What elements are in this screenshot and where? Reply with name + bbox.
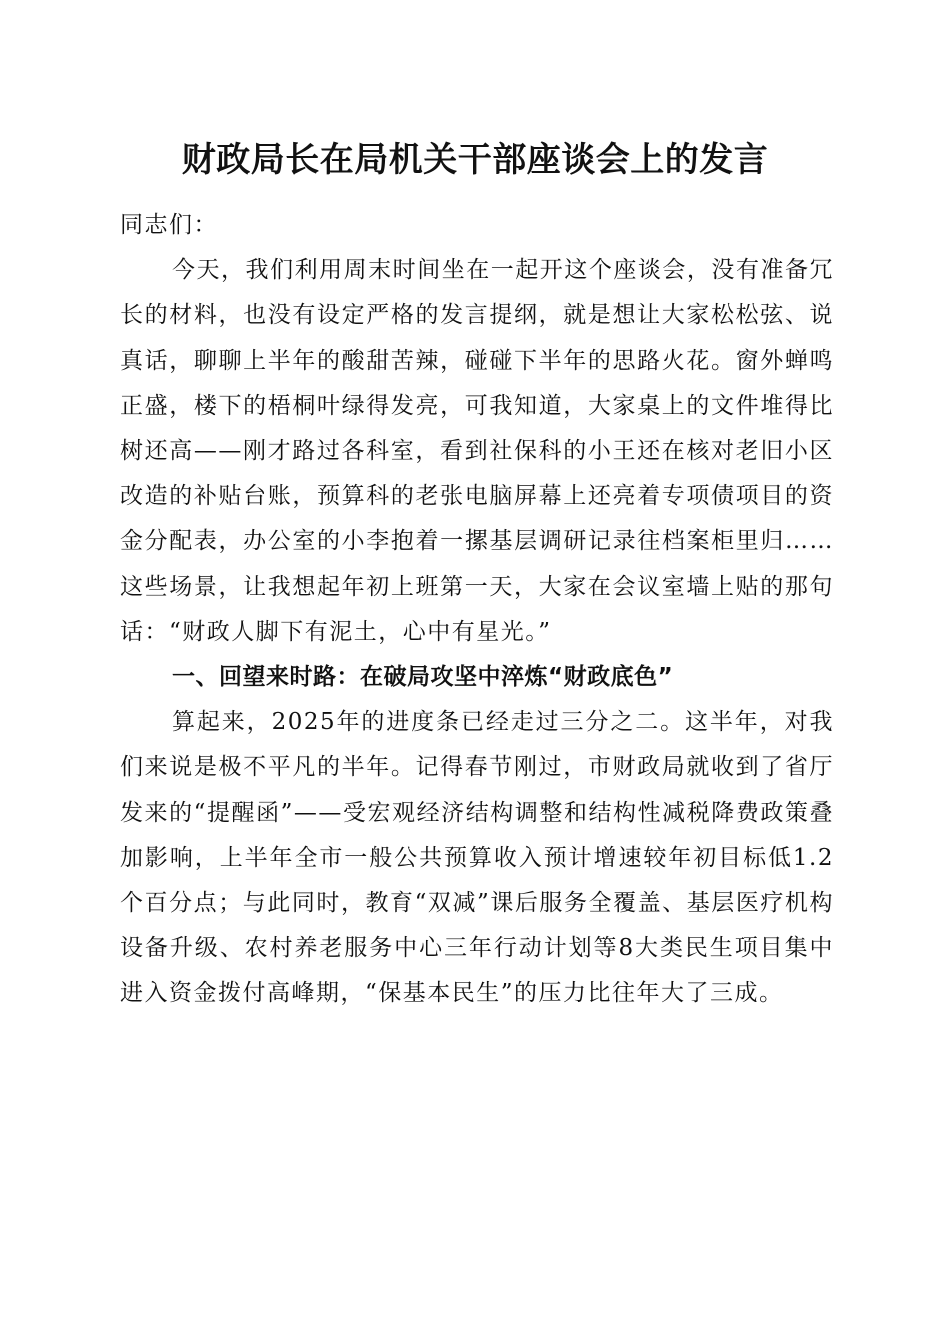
section-heading-1: 一、回望来时路：在破局攻坚中淬炼“财政底色” (172, 664, 674, 691)
document-body (120, 203, 834, 1017)
document-title: 财政局长在局机关干部座谈会上的发言 (181, 140, 769, 180)
salutation: 同志们： (120, 212, 218, 238)
opening-paragraph: 今天，我们利用周末时间坐在一起开这个座谈会，没有准备冗长的材料，也没有设定严格的发言提纲，就是想让大家松松弦、说真话，聊聊上半年的酸甜苦辣，碰碰下半年的思路火花。窗外蝉鸣正盛，楼下的梧桐叶绿得发亮，可我知道，大家桌上的文件堆得比树还高——刚才路过各科室，看到社保科的小王还在核对老旧小区改造的补贴台账，预算科的老张电脑屏幕上还亮着专项债项目的资金分配表，办公室的小李抱着一摞基层调研记录往档案柜里归……这些场景，让我想起年初上班第一天，大家在会议室墙上贴的那句话：“财政人脚下有泥土，心中有星光。” (120, 257, 834, 645)
section-1-paragraph: 算起来，2025年的进度条已经走过三分之二。这半年，对我们来说是极不平凡的半年。记得春节刚过，市财政局就收到了省厅发来的“提醒函”——受宏观经济结构调整和结构性减税降费政策叠加影响，上半年全市一般公共预算收入预计增速较年初目标低1.2个百分点；与此同时，教育“双减”课后服务全覆盖、基层医疗机构设备升级、农村养老服务中心三年行动计划等8大类民生项目集中进入资金拨付高峰期，“保基本民生”的压力比往年大了三成。 (120, 709, 834, 1007)
